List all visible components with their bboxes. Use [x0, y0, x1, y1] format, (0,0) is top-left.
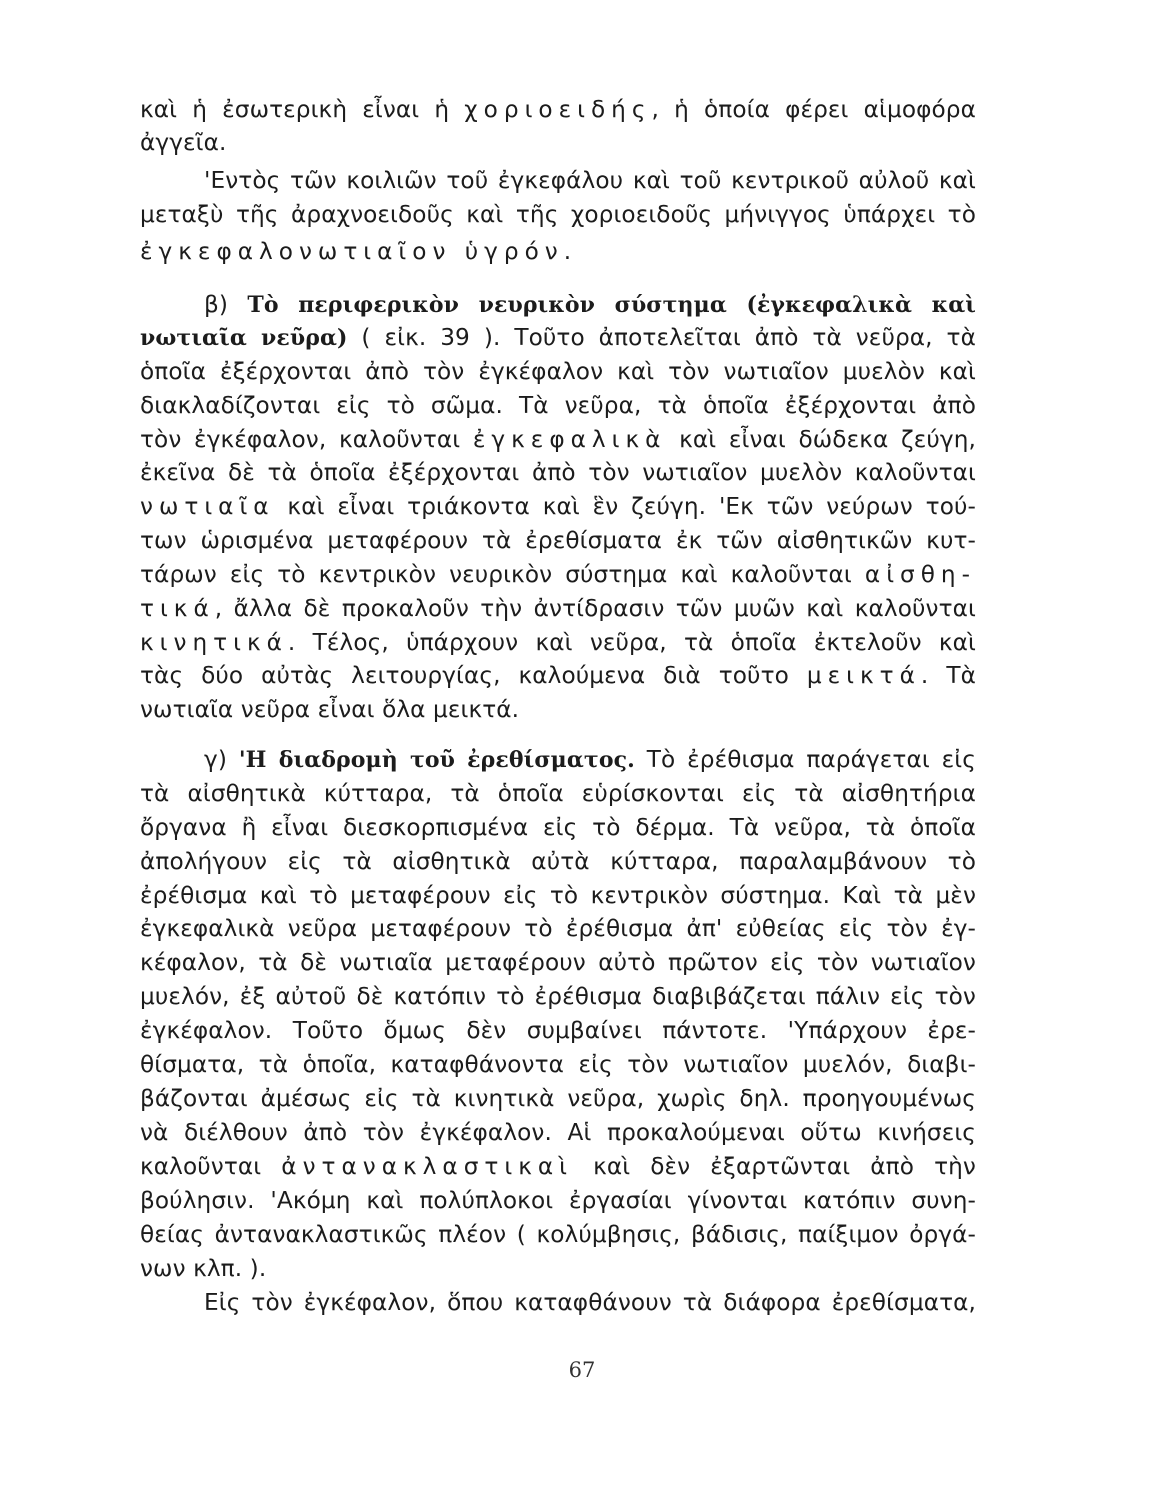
- text-run: ἐγκέφαλον. Τοῦτο ὅμως δὲν συμβαίνει πάντοτε. 'Υπάρχουν ἐρε-: [140, 1017, 976, 1044]
- text-run: .: [563, 238, 572, 265]
- text-run: καὶ δὲν ἐξαρτῶνται ἀπὸ τὴν: [573, 1153, 976, 1180]
- text-line: [204, 1288, 976, 1318]
- text-run: καὶ εἶναι δώδεκα ζεύγη,: [666, 426, 976, 453]
- text-line: [140, 914, 976, 944]
- text-line: [140, 425, 976, 455]
- text-line: [140, 813, 976, 843]
- text-line: [140, 458, 976, 488]
- text-run: ὁποῖα ἐξέρχονται ἀπὸ τὸν ἐγκέφαλον καὶ τὸν νωτιαῖον μυελὸν καὶ: [140, 358, 976, 385]
- text-line: [140, 237, 976, 267]
- text-line: [140, 560, 976, 590]
- text-line: [140, 695, 976, 725]
- text-run: διακλαδίζονται εἰς τὸ σῶμα. Τὰ νεῦρα, τὰ ὁποῖα ἐξέρχονται ἀπὸ: [140, 392, 976, 419]
- text-line: [140, 1084, 976, 1114]
- text-run: νων κλπ. ).: [140, 1255, 267, 1282]
- text-line: [140, 526, 976, 556]
- text-run: τὰς δύο αὐτὰς λειτουργίας, καλούμενα διὰ τοῦτο: [140, 662, 807, 689]
- text-line: [140, 661, 976, 691]
- text-run: νωτιαῖα νεῦρα εἶναι ὅλα μεικτά.: [140, 696, 520, 723]
- text-line: [204, 290, 976, 320]
- text-run: των ὡρισμένα μεταφέρουν τὰ ἐρεθίσματα ἐκ τῶν αἰσθητικῶν κυτ-: [140, 527, 976, 554]
- spaced-term: μεικτά: [806, 662, 921, 689]
- text-line: [140, 948, 976, 978]
- text-run: ἀγγεῖα.: [140, 129, 227, 156]
- text-run: μυελόν, ἐξ αὐτοῦ δὲ κατόπιν τὸ ἐρέθισμα διαβιβάζεται πάλιν εἰς τὸν: [140, 983, 976, 1010]
- text-line: [140, 1118, 976, 1148]
- text-run: , ἡ ὁποία φέρει αἱμοφόρα: [651, 96, 976, 123]
- text-run: Εἰς τὸν ἐγκέφαλον, ὅπου καταφθάνουν τὰ διάφορα ἐρεθίσματα,: [204, 1289, 976, 1316]
- text-line: [140, 128, 976, 158]
- text-run: τὰ αἰσθητικὰ κύτταρα, τὰ ὁποῖα εὑρίσκονται εἰς τὰ αἰσθητήρια: [140, 780, 976, 807]
- text-run: θείας ἀντανακλαστικῶς πλέον ( κολύμβησις, βάδισις, παίξιμον ὀργά-: [140, 1221, 976, 1248]
- text-run: 'Εντὸς τῶν κοιλιῶν τοῦ ἐγκεφάλου καὶ τοῦ κεντρικοῦ αὐλοῦ καὶ: [204, 167, 976, 194]
- text-line: [140, 1220, 976, 1250]
- spaced-term: νωτιαῖα: [140, 493, 275, 520]
- section-heading: 'Η διαδρομὴ τοῦ ἐρεθίσματος.: [238, 747, 635, 773]
- text-line: [204, 745, 976, 775]
- text-run: καλοῦνται: [140, 1153, 282, 1180]
- section-heading: Τὸ περιφερικὸν νευρικὸν σύστημα (ἐγκεφαλικὰ καὶ: [247, 292, 977, 318]
- text-run: βάζονται ἀμέσως εἰς τὰ κινητικὰ νεῦρα, χωρὶς δηλ. προηγουμένως: [140, 1085, 976, 1112]
- spaced-term: ἐγκεφαλικὰ: [472, 426, 667, 453]
- text-line: [140, 323, 976, 353]
- text-run: ἐρέθισμα καὶ τὸ μεταφέρουν εἰς τὸ κεντρικὸν σύστημα. Καὶ τὰ μὲν: [140, 882, 976, 909]
- spaced-term: ἀντανακλαστικαὶ: [281, 1153, 573, 1180]
- text-run: τὸν ἐγκέφαλον, καλοῦνται: [140, 426, 473, 453]
- text-run: νὰ διέλθουν ἀπὸ τὸν ἐγκέφαλον. Αἱ προκαλούμεναι οὕτω κινήσεις: [140, 1119, 976, 1146]
- text-line: [140, 391, 976, 421]
- text-line: [140, 594, 976, 624]
- spaced-term: τικά: [140, 595, 215, 622]
- text-line: [140, 1186, 976, 1216]
- text-run: κέφαλον, τὰ δὲ νωτιαῖα μεταφέρουν αὐτὸ πρῶτον εἰς τὸν νωτιαῖον: [140, 949, 976, 976]
- text-run: βούλησιν. 'Ακόμη καὶ πολύπλοκοι ἐργασίαι γίνονται κατόπιν συνη-: [140, 1187, 976, 1214]
- text-line: [140, 492, 976, 522]
- text-line: [140, 847, 976, 877]
- text-line: [140, 982, 976, 1012]
- text-line: [140, 1050, 976, 1080]
- text-run: ( εἰκ. 39 ). Τοῦτο ἀποτελεῖται ἀπὸ τὰ νεῦρα, τὰ: [347, 324, 976, 351]
- text-run: , ἄλλα δὲ προκαλοῦν τὴν ἀντίδρασιν τῶν μυῶν καὶ καλοῦνται: [214, 595, 976, 622]
- spaced-term: ἐγκεφαλονωτιαῖον ὑγρόν: [140, 238, 564, 265]
- text-line: [140, 779, 976, 809]
- spaced-term: χοριοειδής: [464, 96, 652, 123]
- text-run: καὶ εἶναι τριάκοντα καὶ ἓν ζεύγη. 'Εκ τῶν νεύρων τού-: [274, 493, 976, 520]
- text-run: . Τὰ: [920, 662, 976, 689]
- text-run: β): [204, 291, 248, 318]
- text-run: θίσματα, τὰ ὁποῖα, καταφθάνοντα εἰς τὸν νωτιαῖον μυελόν, διαβι-: [140, 1051, 976, 1078]
- text-line: [140, 1152, 976, 1182]
- text-run: ὄργανα ἢ εἶναι διεσκορπισμένα εἰς τὸ δέρμα. Τὰ νεῦρα, τὰ ὁποῖα: [140, 814, 976, 841]
- spaced-term: αἰσθη-: [864, 561, 976, 588]
- spaced-term: κινητικά: [140, 629, 288, 656]
- text-line: [140, 628, 976, 658]
- text-line: [140, 1016, 976, 1046]
- text-line: [204, 166, 976, 196]
- text-line: [140, 95, 976, 125]
- text-line: [140, 1254, 976, 1284]
- text-run: μεταξὺ τῆς ἀραχνοειδοῦς καὶ τῆς χοριοειδοῦς μήνιγγος ὑπάρχει τὸ: [140, 201, 976, 228]
- text-line: [140, 881, 976, 911]
- section-heading: νωτιαῖα νεῦρα): [140, 325, 348, 351]
- text-line: [140, 200, 976, 230]
- text-line: [140, 357, 976, 387]
- text-run: ἀπολήγουν εἰς τὰ αἰσθητικὰ αὐτὰ κύτταρα, παραλαμβάνουν τὸ: [140, 848, 976, 875]
- text-run: γ): [204, 746, 239, 773]
- text-run: καὶ ἡ ἐσωτερικὴ εἶναι ἡ: [140, 96, 465, 123]
- text-run: . Τέλος, ὑπάρχουν καὶ νεῦρα, τὰ ὁποῖα ἐκτελοῦν καὶ: [287, 629, 976, 656]
- text-run: ἐκεῖνα δὲ τὰ ὁποῖα ἐξέρχονται ἀπὸ τὸν νωτιαῖον μυελὸν καλοῦνται: [140, 459, 976, 486]
- text-run: Τὸ ἐρέθισμα παράγεται εἰς: [634, 746, 976, 773]
- text-run: τάρων εἰς τὸ κεντρικὸν νευρικὸν σύστημα καὶ καλοῦνται: [140, 561, 865, 588]
- text-run: ἐγκεφαλικὰ νεῦρα μεταφέρουν τὸ ἐρέθισμα ἀπ' εὐθείας εἰς τὸν ἐγ-: [140, 915, 976, 942]
- page-number: 67: [568, 1358, 596, 1382]
